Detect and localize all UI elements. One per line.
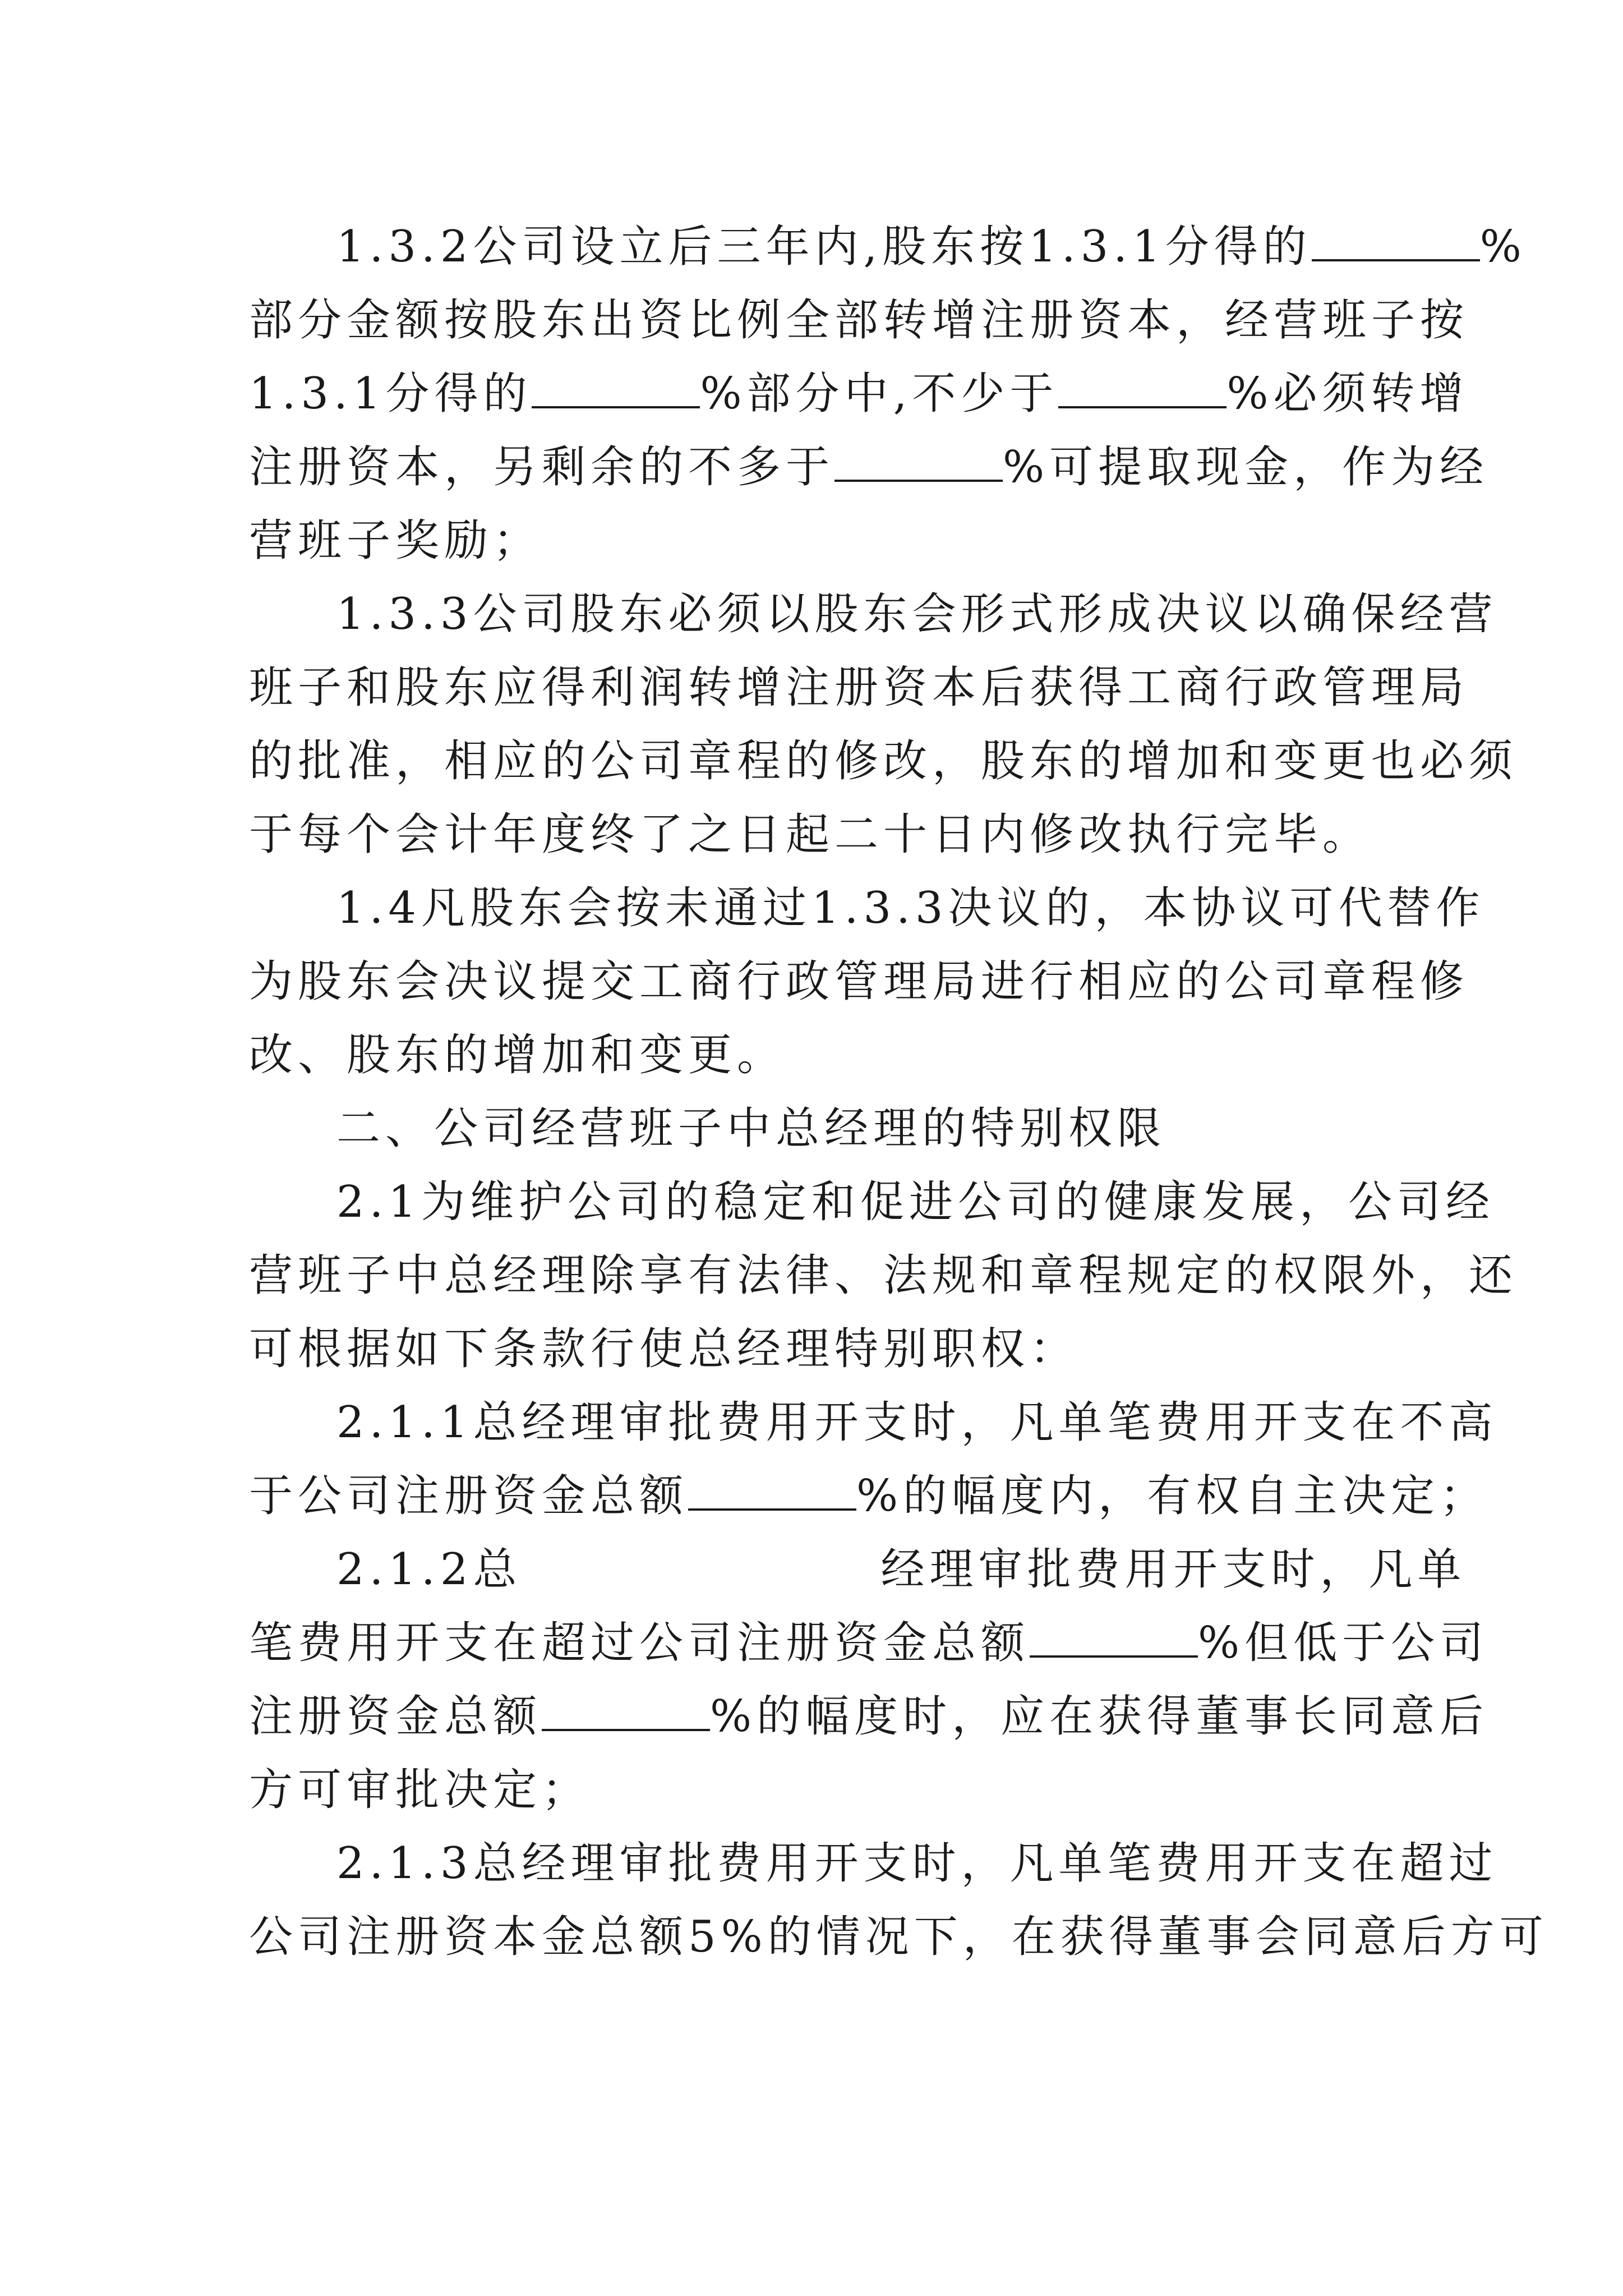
text-segment: 的批准，相应的公司章程的修改，股东的增加和变更也必须 (249, 736, 1518, 786)
text-segment: %可提取现金，作为经 (1003, 442, 1489, 493)
paragraph-1-3-2-line-5 (249, 510, 1393, 572)
text-segment: 公司注册资本金总额5%的情况下，在获得董事会同意后方可 (249, 1912, 1548, 1962)
paragraph-1-3-3-line-4 (249, 804, 1393, 866)
paragraph-2-1-2-line-1 (336, 1539, 1467, 1600)
text-segment: 方可审批决定； (249, 1765, 591, 1815)
text-segment: 可根据如下条款行使总经理特别职权： (249, 1324, 1079, 1374)
text-segment: 1.3.3公司股东必须以股东会形式形成决议以确保经营 (336, 589, 1498, 639)
text-segment: 经理审批费用开支时，凡单 (880, 1544, 1467, 1595)
paragraph-2-1-1-line-2 (249, 1465, 1489, 1527)
text-segment: 为股东会决议提交工商行政管理局进行相应的公司章程修 (249, 956, 1469, 1007)
paragraph-1-3-2-line-2 (249, 289, 1469, 351)
text-segment: 2.1为维护公司的稳定和促进公司的健康发展，公司经 (336, 1177, 1495, 1227)
paragraph-2-1-line-3 (249, 1318, 1393, 1380)
paragraph-1-3-3-line-3 (249, 730, 1518, 792)
fill-in-blank (532, 367, 700, 408)
fill-in-blank (688, 1469, 856, 1511)
paragraph-2-1-3-line-1 (336, 1833, 1498, 1894)
text-segment: 二、公司经营班子中总经理的特别权限 (336, 1103, 1166, 1154)
fill-in-blank (542, 1690, 710, 1731)
paragraph-1-3-2-line-1 (336, 216, 1527, 278)
fill-in-blank (1058, 367, 1227, 408)
text-segment: 于公司注册资金总额 (249, 1471, 689, 1521)
paragraph-2-1-2-line-3 (249, 1686, 1489, 1747)
paragraph-2-1-2-line-2 (249, 1612, 1489, 1674)
paragraph-2-1-line-2 (249, 1245, 1518, 1306)
text-segment: 笔费用开支在超过公司注册资金总额 (249, 1618, 1030, 1668)
paragraph-2-1-2-line-4 (249, 1759, 1393, 1821)
text-segment: 班子和股东应得利润转增注册资本后获得工商行政管理局 (249, 662, 1469, 713)
section-heading-2 (336, 1098, 1393, 1159)
text-segment: 2.1.1总经理审批费用开支时，凡单笔费用开支在不高 (336, 1397, 1498, 1448)
text-segment: %部分中,不少于 (700, 369, 1059, 419)
text-segment: 部分金额按股东出资比例全部转增注册资本，经营班子按 (249, 295, 1469, 346)
paragraph-1-3-3-line-2 (249, 657, 1469, 719)
text-segment: 营班子奖励； (249, 516, 542, 566)
paragraph-2-1-3-line-2 (249, 1906, 1548, 1968)
text-segment: %必须转增 (1227, 369, 1469, 419)
paragraph-1-4-line-1 (336, 877, 1485, 939)
text-segment: 改、股东的增加和变更。 (249, 1030, 786, 1080)
text-segment: % (1479, 222, 1527, 272)
text-segment: %但低于公司 (1198, 1618, 1489, 1668)
fill-in-blank (1312, 220, 1480, 261)
fill-in-blank (834, 440, 1003, 482)
paragraph-2-1-line-1 (336, 1171, 1495, 1233)
paragraph-1-3-2-line-3 (249, 363, 1469, 425)
paragraph-2-1-1-line-1 (336, 1392, 1498, 1453)
paragraph-1-4-line-3 (249, 1024, 1393, 1086)
text-segment: 于每个会计年度终了之日起二十日内修改执行完毕。 (249, 809, 1372, 860)
paragraph-1-3-3-line-1 (336, 583, 1498, 645)
text-segment: %的幅度时，应在获得董事长同意后 (710, 1691, 1489, 1742)
text-segment: 1.3.1分得的 (249, 369, 532, 419)
text-segment: 2.1.2总 (336, 1544, 522, 1595)
text-segment: 1.3.2公司设立后三年内,股东按1.3.1分得的 (336, 222, 1312, 272)
paragraph-1-4-line-2 (249, 951, 1469, 1013)
text-segment: 1.4凡股东会按未通过1.3.3决议的，本协议可代替作 (336, 883, 1485, 933)
paragraph-1-3-2-line-4 (249, 436, 1489, 498)
text-segment: 2.1.3总经理审批费用开支时，凡单笔费用开支在超过 (336, 1838, 1498, 1889)
text-segment: 营班子中总经理除享有法律、法规和章程规定的权限外，还 (249, 1250, 1518, 1301)
fill-in-blank (1030, 1616, 1198, 1658)
text-segment: 注册资本，另剩余的不多于 (249, 442, 835, 493)
text-segment: 注册资金总额 (249, 1691, 542, 1742)
text-segment: %的幅度内，有权自主决定； (856, 1471, 1489, 1521)
